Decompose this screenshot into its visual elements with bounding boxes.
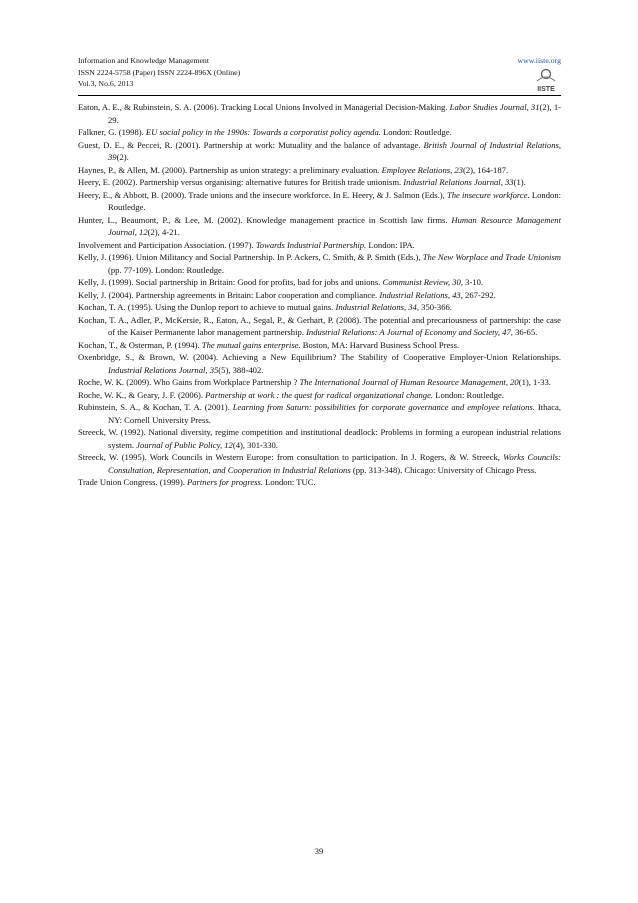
reference-details: (5), 388-402. — [218, 364, 264, 375]
reference-item — [78, 451, 561, 476]
reference-source: Industrial Relations, 34 — [335, 302, 417, 312]
reference-details: , 267-292. — [460, 289, 496, 300]
reference-item — [78, 126, 561, 139]
reference-item — [78, 476, 561, 489]
reference-item — [78, 401, 561, 426]
reference-details: , 3-10. — [460, 277, 484, 287]
reference-details: London: Routledge. — [380, 127, 452, 137]
reference-details: London: Routledge. — [108, 189, 562, 212]
reference-source: The New Worplace and Trade Unionism — [422, 252, 561, 262]
reference-text: Haynes, P., & Allen, M. (2000). Partnership as union strategy: a preliminary evaluation. — [78, 164, 382, 175]
reference-details: (2), 4-21. — [147, 227, 180, 237]
reference-item — [78, 339, 561, 352]
reference-source: EU social policy in the 1990s: Towards a corporatist policy agenda. — [145, 127, 381, 137]
reference-source: Industrial Relations Journal, 35 — [108, 364, 219, 375]
reference-details: , 350-366. — [416, 302, 452, 312]
reference-item — [78, 351, 561, 376]
reference-text: Trade Union Congress. (1999). — [78, 477, 188, 487]
reference-text: Streeck, W. (1992). National diversity, regime competition and institutional deadlock: Problems in forming a european industrial relations system. — [78, 427, 561, 450]
iiste-logo — [531, 67, 561, 93]
page-number: 39 — [314, 846, 324, 856]
reference-text: Roche, W. K. (2009). Who Gains from Workplace Partnership ? — [78, 377, 300, 387]
reference-details: (2). — [116, 152, 129, 162]
reference-source: Towards Industrial Partnership. — [255, 239, 367, 250]
reference-source: The mutual gains enterprise. — [201, 339, 301, 350]
reference-source: The insecure workforce. — [446, 189, 530, 200]
journal-name: Information and Knowledge Management — [78, 56, 209, 65]
reference-item — [78, 314, 561, 339]
page-header — [78, 55, 561, 93]
reference-details: London: TUC. — [263, 477, 316, 487]
reference-text: Kelly, J. (2004). Partnership agreements in Britain: Labor cooperation and compliance. — [78, 289, 380, 300]
reference-source: British Journal of Industrial Relations, 39 — [108, 139, 562, 162]
reference-item — [78, 289, 561, 302]
reference-source: Journal of Public Policy, 12 — [136, 439, 233, 450]
reference-source: Employee Relations, 23 — [381, 164, 463, 175]
volume-line: Vol.3, No.6, 2013 — [78, 79, 134, 88]
reference-item — [78, 101, 561, 126]
reference-text: Heery, E. (2002). Partnership versus organising: alternative futures for British trade unionism. — [78, 177, 404, 187]
reference-item — [78, 214, 561, 239]
reference-item — [78, 239, 561, 252]
issn-line: ISSN 2224-5758 (Paper) ISSN 2224-896X (Online) — [78, 67, 241, 77]
logo-text: IISTE — [537, 86, 555, 93]
reference-text: Kochan, T. A. (1995). Using the Dunlop report to achieve to mutual gains. — [78, 302, 336, 312]
reference-text: Involvement and Participation Association. (1997). — [78, 239, 256, 250]
reference-details: (1), 1-33. — [518, 377, 551, 387]
reference-source: Industrial Relations, 43 — [379, 289, 461, 300]
reference-text: Hunter, L., Beaumont, P., & Lee, M. (2002). Knowledge management practice in Scottish law firms. — [78, 214, 452, 225]
reference-text: Kelly, J. (1996). Union Militancy and Social Partnership. In P. Ackers, C. Smith, & P. Smith (Eds.), — [78, 252, 423, 262]
reference-details: (1). — [513, 177, 526, 187]
reference-details: (pp. 313-348). Chicago: University of Chicago Press. — [350, 464, 537, 475]
reference-text: Roche, W. K., & Geary, J. F. (2006). — [78, 389, 206, 400]
reference-item — [78, 426, 561, 451]
reference-source: Works Councils: Consultation, Representation, and Cooperation in Industrial Relations — [108, 452, 561, 475]
journal-url-link[interactable]: www.iiste.org — [517, 56, 561, 65]
reference-text: Eaton, A. E., & Rubinstein, S. A. (2006). Tracking Local Unions Involved in Managerial Decision-Making. — [78, 102, 450, 112]
reference-text: Oxenbridge, S., & Brown, W. (2004). Achieving a New Equilibrium? The Stability of Cooperative Employer-Union Relationships. — [78, 352, 561, 362]
reference-source: Communist Review, 30 — [382, 277, 461, 287]
reference-details: (4), 301-330. — [232, 439, 278, 450]
reference-source: Industrial Relations: A Journal of Economy and Society, 47 — [306, 327, 511, 337]
reference-text: Guest, D. E., & Peccei, R. (2001). Partnership at work: Mutuality and the balance of advantage. — [78, 139, 424, 150]
reference-source: Partners for progress. — [187, 477, 264, 487]
reference-text: Streeck, W. (1995). Work Councils in Western Europe: from consultation to participation. In J. Rogers, & W. Streeck, — [78, 452, 504, 462]
reference-source: Partnership at work : the quest for radical organizational change. — [205, 389, 434, 400]
reference-text: Kelly, J. (1999). Social partnership in Britain: Good for profits, bad for jobs and unions. — [78, 277, 383, 287]
reference-details: London: Routledge. — [433, 389, 504, 400]
reference-text: Kochan, T., & Osterman, P. (1994). — [78, 339, 202, 350]
reference-item — [78, 376, 561, 389]
reference-source: The International Journal of Human Resource Management, 20 — [299, 377, 519, 387]
reference-item — [78, 139, 561, 164]
reference-source: Human Resource Management Journal, 12 — [108, 214, 561, 237]
reference-item — [78, 276, 561, 289]
reference-details: Boston, MA: Harvard Business School Press. — [300, 339, 460, 350]
reference-details: , 36-65. — [510, 327, 538, 337]
reference-source: Industrial Relations Journal, 33 — [403, 177, 514, 187]
reference-source: Labor Studies Journal, 31 — [449, 102, 540, 112]
reference-details: (2), 164-187. — [462, 164, 509, 175]
reference-source: Learning from Saturn: possibilities for corporate governance and employee relations. — [232, 402, 535, 412]
header-divider — [78, 95, 561, 96]
reference-item — [78, 189, 561, 214]
reference-text: Falkner, G. (1998). — [78, 127, 146, 137]
reference-text: Rubinstein, S. A., & Kochan, T. A. (2001). — [78, 402, 233, 412]
reference-details: (pp. 77-109). London: Routledge. — [108, 264, 224, 275]
reference-item — [78, 389, 561, 402]
reference-details: Ithaca, NY: Cornell University Press. — [108, 402, 561, 425]
reference-details: London: IPA. — [366, 239, 415, 250]
reference-text: Kochan, T. A., Adler, P., McKersie, R., Eaton, A., Segal, P., & Gerhart, P. (2008). The potential and precariousness of partnership: the case of the Kaiser Permanente labor management partnership. — [78, 314, 561, 337]
reference-text: Heery, E., & Abbott, B. (2000). Trade unions and the insecure workforce. In E. Heery, & J. Salmon (Eds.), — [78, 189, 447, 200]
reference-item — [78, 301, 561, 314]
reference-item — [78, 164, 561, 177]
reference-details: (2), 1-29. — [108, 102, 561, 125]
reference-list — [78, 101, 561, 489]
reference-item — [78, 176, 561, 189]
reference-item — [78, 251, 561, 276]
